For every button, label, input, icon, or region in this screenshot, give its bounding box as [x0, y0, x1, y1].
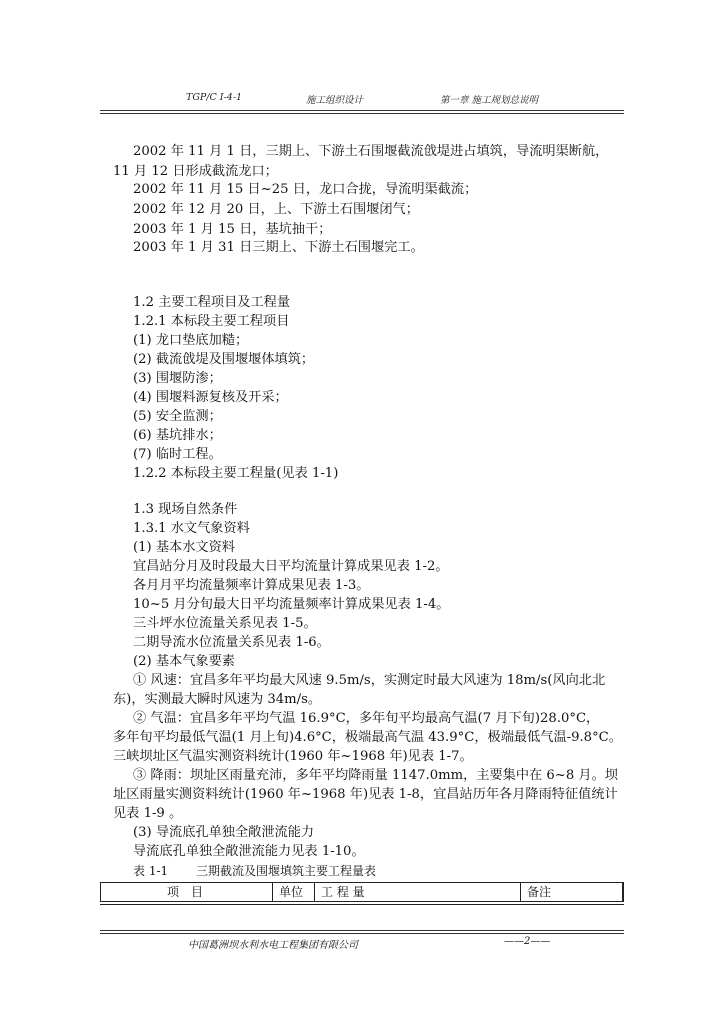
paragraph-line: 2002 年 11 月 1 日，三期上、下游土石围堰截流戗堤进占填筑，导流明渠断航， — [133, 144, 609, 159]
paragraph-line: ① 风速：宜昌多年平均最大风速 9.5m/s，实测定时最大风速为 18m/s(风向北北 — [133, 673, 606, 688]
table-title: 三期截流及围堰填筑主要工程量表 — [195, 864, 376, 878]
header-rule — [100, 110, 624, 111]
subsection-heading: 1.2.1 本标段主要工程项目 — [133, 314, 290, 329]
page-footer — [100, 936, 624, 952]
subsection-heading: 1.2.2 本标段主要工程量(见表 1-1) — [133, 466, 339, 481]
footer-rule — [100, 930, 624, 931]
table-header-cell: 工 程 量 — [315, 883, 521, 901]
list-item: (5) 安全监测； — [133, 409, 222, 424]
paragraph-line: (2) 基本气象要素 — [133, 654, 235, 669]
paragraph-line: 址区雨量实测资料统计(1960 年~1968 年)见表 1-8，宜昌站历年各月降雨特征值统计 — [113, 787, 618, 802]
paragraph-line: 导流底孔单独全敞泄流能力见表 1-10。 — [133, 844, 365, 859]
subsection-heading: 1.3.1 水文气象资料 — [133, 521, 250, 536]
paragraph-line: 2002 年 11 月 15 日~25 日，龙口合拢，导流明渠截流； — [133, 182, 478, 197]
list-item: (7) 临时工程。 — [133, 447, 222, 462]
header-doc-code: TGP/C Ⅰ-4-1 — [186, 92, 243, 103]
paragraph-line: 三峡坝址区气温实测资料统计(1960 年~1968 年)见表 1-7。 — [113, 749, 473, 764]
header-doc-title: 施工组织设计 — [306, 95, 364, 106]
paragraph-line: 二期导流水位流量关系见表 1-6。 — [133, 635, 330, 650]
paragraph-line: 2003 年 1 月 15 日，基坑抽干； — [133, 222, 332, 237]
table-label: 表 1-1 — [133, 864, 169, 878]
paragraph-line: 宜昌站分月及时段最大日平均流量计算成果见表 1-2。 — [133, 559, 449, 574]
list-item: (4) 围堰料源复核及开采； — [133, 390, 288, 405]
section-heading: 1.2 主要工程项目及工程量 — [133, 295, 291, 310]
paragraph-line: (1) 基本水文资料 — [133, 540, 235, 555]
list-item: (3) 围堰防渗； — [133, 371, 222, 386]
table-header-cell: 项 目 — [101, 883, 273, 901]
table-caption — [133, 862, 376, 879]
paragraph-line: 见表 1-9 。 — [113, 806, 183, 821]
quantities-table — [100, 882, 624, 902]
paragraph-line: 2002 年 12 月 20 日，上、下游土石围堰闭气； — [133, 202, 419, 217]
list-item: (2) 截流戗堤及围堰堰体填筑； — [133, 352, 315, 367]
paragraph-line: 各月月平均流量频率计算成果见表 1-3。 — [133, 578, 370, 593]
paragraph-line: 11 月 12 日形成截流龙口； — [113, 164, 278, 179]
paragraph-line: 东)，实测最大瞬时风速为 34m/s。 — [113, 692, 322, 707]
paragraph-line: ② 气温：宜昌多年平均气温 16.9°C，多年旬平均最高气温(7 月下旬)28.0°C， — [133, 711, 600, 726]
table-header-cell: 备注 — [521, 883, 623, 901]
page-number: ——2—— — [504, 936, 551, 947]
paragraph-line: 三斗坪水位流量关系见表 1-5。 — [133, 616, 317, 631]
page-header — [100, 92, 624, 108]
footer-rule-thin — [100, 933, 624, 934]
list-item: (1) 龙口垫底加糙； — [133, 333, 249, 348]
footer-company: 中国葛洲坝水利水电工程集团有限公司 — [188, 940, 358, 951]
paragraph-line: (3) 导流底孔单独全敞泄流能力 — [133, 825, 315, 840]
header-chapter: 第一章 施工规划总说明 — [440, 95, 539, 106]
paragraph-line: 2003 年 1 月 31 日三期上、下游土石围堰完工。 — [133, 240, 424, 255]
section-heading: 1.3 现场自然条件 — [133, 502, 238, 517]
paragraph-line: 多年旬平均最低气温(1 月上旬)4.6°C，极端最高气温 43.9°C，极端最低气温-9.8°C。 — [113, 730, 622, 745]
header-rule-thin — [100, 113, 624, 114]
paragraph-line: 10~5 月分旬最大日平均流量频率计算成果见表 1-4。 — [133, 597, 450, 612]
table-bottom-rule — [100, 904, 624, 905]
table-header-cell: 单位 — [273, 883, 315, 901]
paragraph-line: ③ 降雨：坝址区雨量充沛，多年平均降雨量 1147.0mm，主要集中在 6~8 月。坝 — [133, 768, 618, 783]
list-item: (6) 基坑排水； — [133, 428, 222, 443]
